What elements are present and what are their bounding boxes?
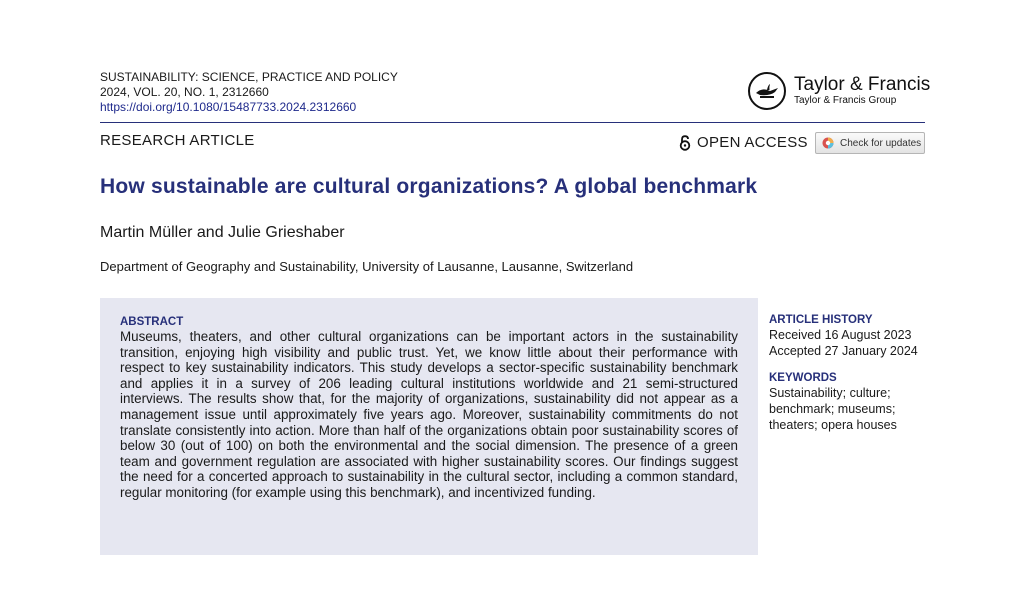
keywords bbox=[769, 371, 939, 433]
lamp-icon bbox=[748, 72, 786, 110]
affiliation: Department of Geography and Sustainability, University of Lausanne, Lausanne, Switzerland bbox=[100, 259, 634, 274]
article-sidebar bbox=[769, 313, 939, 433]
open-lock-icon bbox=[679, 135, 691, 151]
journal-issue: 2024, VOL. 20, NO. 1, 2312660 bbox=[100, 85, 269, 99]
authors[interactable]: Martin Müller and Julie Grieshaber bbox=[100, 224, 345, 241]
publisher-logo[interactable] bbox=[748, 72, 930, 110]
abstract-box bbox=[100, 298, 758, 555]
keywords-text[interactable]: Sustainability; culture; benchmark; museums; theaters; opera houses bbox=[769, 386, 897, 432]
check-for-updates-button[interactable] bbox=[815, 132, 925, 154]
article-title: How sustainable are cultural organizations? A global benchmark bbox=[100, 175, 758, 198]
abstract-text: Museums, theaters, and other cultural organizations can be important actors in the sustainability transition, enjoying high visibility and public trust. Yet, we know little about their performance with respect to key sustainability indicators. This study develops a sector-specific sustainability benchmark and applies it in a survey of 206 leading cultural institutions worldwide and 21 semi-structured interviews. The results show that, for the majority of organizations, sustainability did not appear as a management issue until approximately five years ago. Moreover, sustainability commitments do not translate consistently into action. More than half of the organizations obtain poor sustainability scores of below 30 (out of 100) on both the environmental and the social dimension. The presence of a green team and government regulation are associated with higher sustainability scores. Our findings suggest the need for a concerted approach to sustainability in the cultural sector, including a common standard, regular monitoring (for example using this benchmark), and incentivized funding. bbox=[120, 329, 738, 500]
accepted-date: Accepted 27 January 2024 bbox=[769, 344, 918, 358]
check-for-updates-label: Check for updates bbox=[840, 137, 922, 149]
keywords-heading: KEYWORDS bbox=[769, 372, 837, 384]
header-rule bbox=[100, 122, 925, 123]
article-history-heading: ARTICLE HISTORY bbox=[769, 314, 873, 326]
abstract-heading: ABSTRACT bbox=[120, 316, 184, 328]
open-access-badge bbox=[679, 134, 808, 151]
journal-info bbox=[100, 70, 398, 115]
received-date: Received 16 August 2023 bbox=[769, 328, 912, 342]
article-type: RESEARCH ARTICLE bbox=[100, 132, 255, 149]
doi-link[interactable]: https://doi.org/10.1080/15487733.2024.2312660 bbox=[100, 100, 357, 114]
publisher-group: Taylor & Francis Group bbox=[794, 95, 897, 106]
publisher-name: Taylor & Francis bbox=[794, 74, 931, 95]
journal-name: SUSTAINABILITY: SCIENCE, PRACTICE AND POLICY bbox=[100, 70, 398, 84]
crossmark-icon bbox=[822, 137, 834, 149]
open-access-label: OPEN ACCESS bbox=[697, 134, 808, 151]
article-history bbox=[769, 313, 939, 359]
